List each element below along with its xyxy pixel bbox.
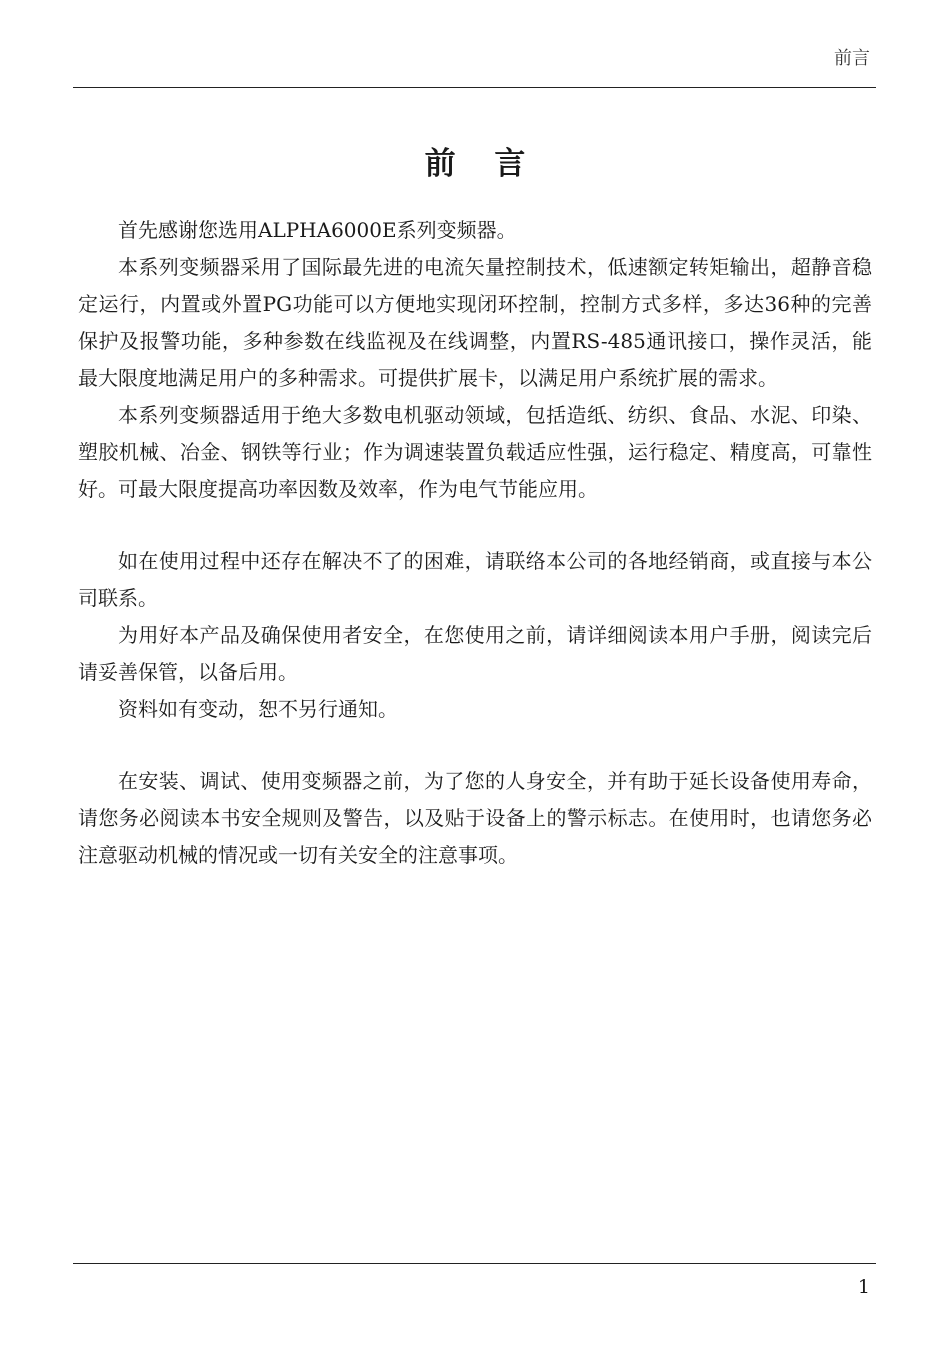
paragraph-thanks: 首先感谢您选用ALPHA6000E系列变频器。	[118, 218, 517, 242]
paragraph-gap	[78, 728, 872, 763]
running-header: 前言	[834, 48, 870, 69]
page-title: 前 言	[424, 146, 540, 182]
paragraph-contact: 如在使用过程中还存在解决不了的困难，请联络本公司的各地经销商，或直接与本公司联系。	[78, 549, 872, 610]
paragraph-features: 本系列变频器采用了国际最先进的电流矢量控制技术，低速额定转矩输出，超静音稳定运行，内置或外置PG功能可以方便地实现闭环控制，控制方式多样，多达36种的完善保护及报警功能，多种参数在线监视及在线调整，内置RS-485通讯接口，操作灵活，能最大限度地满足用户的多种需求。可提供扩展卡，以满足用户系统扩展的需求。	[78, 255, 872, 390]
paragraph-notice: 资料如有变动，恕不另行通知。	[118, 697, 398, 721]
paragraph-safety: 在安装、调试、使用变频器之前，为了您的人身安全，并有助于延长设备使用寿命，请您务必阅读本书安全规则及警告，以及贴于设备上的警示标志。在使用时，也请您务必注意驱动机械的情况或一切有关安全的注意事项。	[78, 769, 872, 867]
header-rule	[73, 87, 876, 88]
page-number: 1	[857, 1276, 870, 1298]
footer-rule	[73, 1263, 876, 1264]
body-text	[78, 212, 872, 874]
paragraph-gap	[78, 508, 872, 543]
paragraph-applications: 本系列变频器适用于绝大多数电机驱动领域，包括造纸、纺织、食品、水泥、印染、塑胶机械、冶金、钢铁等行业；作为调速装置负载适应性强，运行稳定、精度高，可靠性好。可最大限度提高功率因数及效率，作为电气节能应用。	[78, 403, 872, 501]
paragraph-read-manual: 为用好本产品及确保使用者安全，在您使用之前，请详细阅读本用户手册，阅读完后请妥善保管，以备后用。	[78, 623, 872, 684]
